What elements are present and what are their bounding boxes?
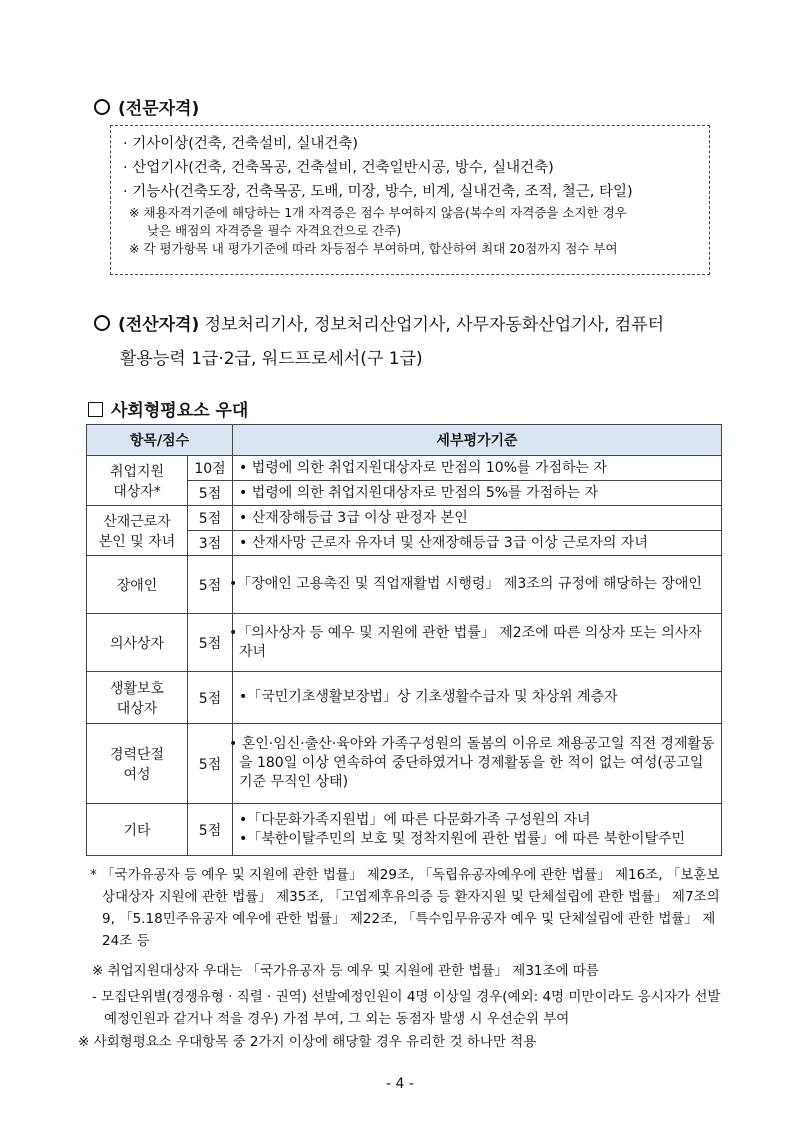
footnote-laws: * 「국가유공자 등 예우 및 지원에 관한 법률」 제29조, 「독립유공자예우에 관한 법률」 제16조, 「보훈보상대상자 지원에 관한 법률」 제35조, 「고엽제후유의증 등 환자지원 및 단체설립에 관한 법률」 제7조의9, 「5.18민주유공자 예우에 관한 법률」 제22조, 「특수임무유공자 예우 및 단체설립에 관한 법률」 제24조 등 <box>90 867 720 949</box>
row-points: 5점 <box>188 481 233 506</box>
row-criteria: •「의사상자 등 예우 및 지원에 관한 법률」 제2조에 따른 의상자 또는 의사자 자녀 <box>233 614 722 672</box>
page-number: - 4 - <box>386 1076 414 1092</box>
row-points: 3점 <box>188 531 233 556</box>
professional-item: · 기사이상(건축, 건축설비, 실내건축) <box>123 136 359 152</box>
row-criteria: •「국민기초생활보장법」상 기초생활수급자 및 차상위 계층자 <box>233 672 722 724</box>
table-row <box>87 556 722 614</box>
table-row <box>87 672 722 724</box>
row-points: 10점 <box>188 456 233 481</box>
social-title: 사회형평요소 우대 <box>111 401 249 421</box>
row-points: 5점 <box>188 724 233 804</box>
professional-title: (전문자격) <box>118 99 200 119</box>
row-points: 5점 <box>188 506 233 531</box>
professional-note-cont: 낮은 배점의 자격증을 필수 자격요건으로 간주) <box>147 223 402 238</box>
professional-item: · 산업기사(건축, 건축목공, 건축설비, 건축일반시공, 방수, 실내건축) <box>123 160 554 176</box>
circle-bullet-icon <box>94 99 110 115</box>
footnote-priority: ※ 취업지원대상자 우대는 「국가유공자 등 예우 및 지원에 관한 법률」 제31조에 따름 <box>92 963 599 979</box>
table-row <box>87 456 722 481</box>
professional-note: ※ 각 평가항목 내 평가기준에 따라 차등점수 부여하며, 합산하여 최대 20점까지 점수 부여 <box>129 241 618 256</box>
professional-item: · 기능사(건축도장, 건축목공, 도배, 미장, 방수, 비계, 실내건축, 조적, 철근, 타일) <box>123 184 633 200</box>
row-criteria: • 법령에 의한 취업지원대상자로 만점의 10%를 가점하는 자 <box>233 456 722 481</box>
row-criteria-line: •「다문화가족지원법」에 따른 다문화가족 구성원의 자녀 <box>239 811 591 828</box>
row-category: 산재근로자 본인 및 자녀 <box>87 506 188 556</box>
table-row <box>87 614 722 672</box>
table-row <box>87 724 722 804</box>
social-heading <box>88 396 248 421</box>
it-title: (전산자격) <box>118 315 200 335</box>
it-text: 정보처리기사, 정보처리산업기사, 사무자동화산업기사, 컴퓨터 <box>204 315 665 335</box>
table-header-row <box>87 425 722 456</box>
row-category: 생활보호 대상자 <box>87 672 188 724</box>
row-points: 5점 <box>188 614 233 672</box>
square-bullet-icon <box>88 402 103 417</box>
row-category: 취업지원 대상자* <box>87 456 188 506</box>
header-item: 항목/점수 <box>87 425 233 456</box>
row-criteria: • 산재사망 근로자 유자녀 및 산재장해등급 3급 이상 근로자의 자녀 <box>233 531 722 556</box>
row-criteria: •「장애인 고용촉진 및 직업재활법 시행령」 제3조의 규정에 해당하는 장애인 <box>233 556 722 614</box>
row-points: 5점 <box>188 672 233 724</box>
footnote-detail: - 모집단위별(경쟁유형 · 직렬 · 권역) 선발예정인원이 4명 이상일 경우(예외: 4명 미만이라도 응시자가 선발예정인원과 같거나 적을 경우) 가점 부여, 그 외는 동점자 발생 시 우선순위 부여 <box>92 989 721 1027</box>
row-category: 경력단절 여성 <box>87 724 188 804</box>
circle-bullet-icon <box>94 315 110 331</box>
row-criteria: • 혼인·임신·출산·육아와 가족구성원의 돌봄의 이유로 채용공고일 직전 경제활동을 180일 이상 연속하여 중단하였거나 경제활동을 한 적이 없는 여성(공고일 기준 무직인 상태) <box>233 724 722 804</box>
row-criteria: • 법령에 의한 취업지원대상자로 만점의 5%를 가점하는 자 <box>233 481 722 506</box>
table-row <box>87 804 722 856</box>
row-criteria-line: •「북한이탈주민의 보호 및 정착지원에 관한 법률」에 따른 북한이탈주민 <box>239 830 686 847</box>
table-row <box>87 506 722 531</box>
it-line-1 <box>94 307 664 343</box>
row-points: 5점 <box>188 804 233 856</box>
footnote-single: ※ 사회형평요소 우대항목 중 2가지 이상에 해당할 경우 유리한 것 하나만 적용 <box>78 1034 537 1050</box>
professional-box <box>110 125 710 275</box>
professional-note: ※ 채용자격기준에 해당하는 1개 자격증은 점수 부여하지 않음(복수의 자격증을 소지한 경우 <box>129 205 627 220</box>
row-criteria <box>233 804 722 856</box>
header-criteria: 세부평가기준 <box>233 425 722 456</box>
social-table <box>86 424 722 856</box>
row-category: 의사상자 <box>87 614 188 672</box>
it-line-2: 활용능력 1급·2급, 워드프로세서(구 1급) <box>120 349 423 369</box>
row-criteria: • 산재장해등급 3급 이상 판정자 본인 <box>233 506 722 531</box>
row-category: 장애인 <box>87 556 188 614</box>
row-points: 5점 <box>188 556 233 614</box>
row-category: 기타 <box>87 804 188 856</box>
professional-heading <box>94 94 199 119</box>
